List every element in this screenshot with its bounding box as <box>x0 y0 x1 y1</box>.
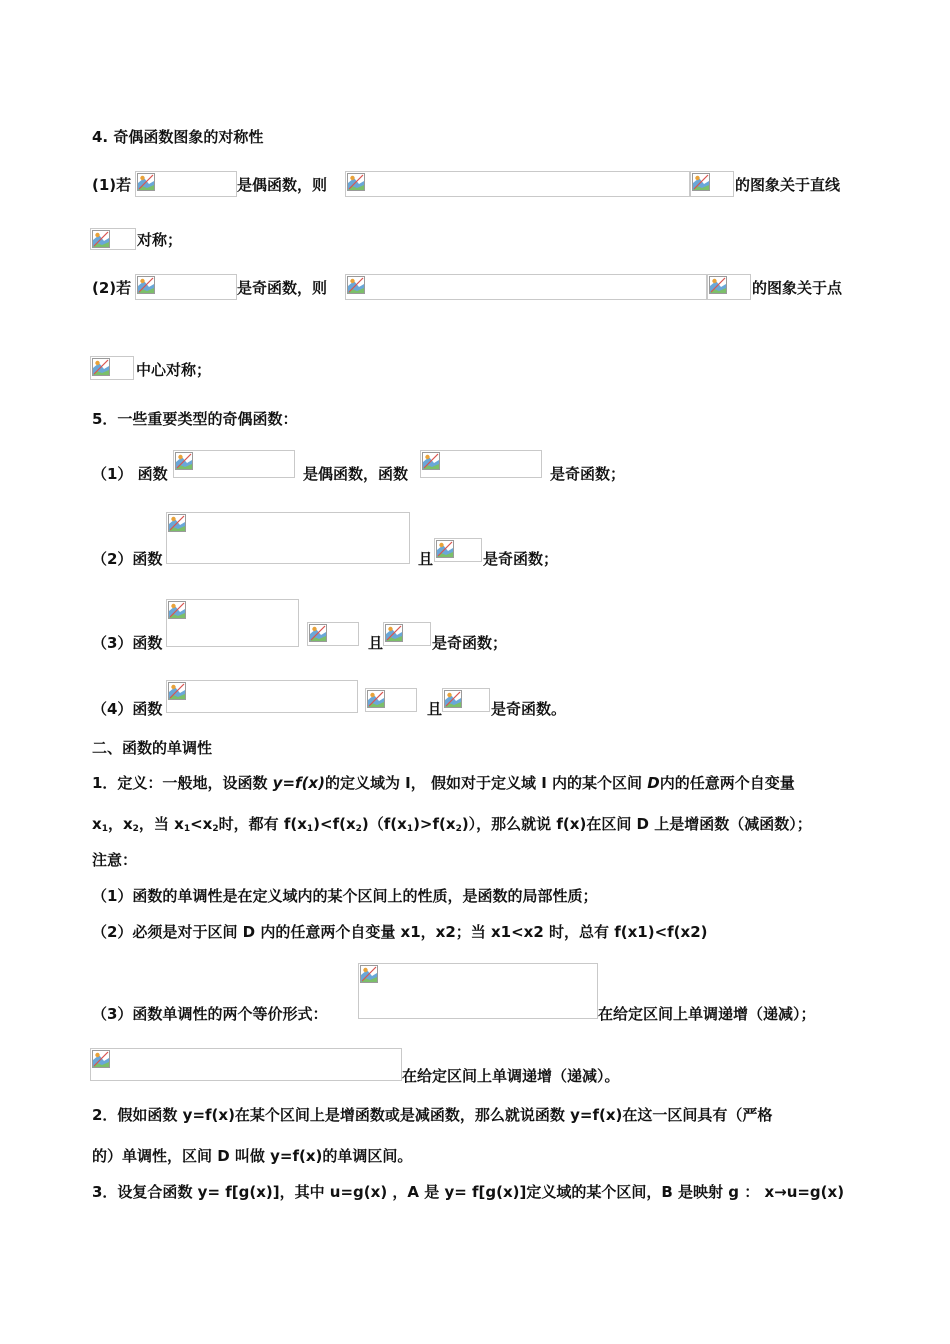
broken-image-icon <box>168 601 186 619</box>
formula-image-placeholder <box>135 171 237 197</box>
sec4-p2-suffix: 的图象关于点 <box>752 279 843 297</box>
formula-image-placeholder <box>166 680 358 713</box>
sec4-p2-mid: 是奇函数，则 <box>237 279 328 297</box>
sec4-p2-prefix: (2)若 <box>92 279 132 297</box>
sec5-item2-prefix: （2）函数 <box>92 550 163 568</box>
formula-image-placeholder <box>166 512 410 564</box>
point-2-line-2: 的）单调性，区间 D 叫做 y=f(x)的单调区间。 <box>92 1147 413 1165</box>
sec5-item3-prefix: （3）函数 <box>92 634 163 652</box>
formula-image-placeholder <box>345 274 707 300</box>
broken-image-icon <box>309 624 327 642</box>
broken-image-icon <box>360 965 378 983</box>
sec5-item1-prefix: （1） 函数 <box>92 465 168 483</box>
sec4-p1-suffix: 的图象关于直线 <box>735 176 841 194</box>
broken-image-icon <box>168 514 186 532</box>
section-4-title: 4. 奇偶函数图象的对称性 <box>92 128 264 146</box>
broken-image-icon <box>137 276 155 294</box>
formula-image-placeholder <box>345 171 690 197</box>
formula-image-placeholder <box>434 538 482 562</box>
broken-image-icon <box>385 624 403 642</box>
note-3-prefix: （3）函数单调性的两个等价形式： <box>92 1005 328 1023</box>
sec5-item2-and: 且 <box>418 550 434 568</box>
sec4-p2-end: 中心对称； <box>136 361 212 379</box>
broken-image-icon <box>692 173 710 191</box>
definition-line-2: $x_1$，$x_2$，当 $x_1<x_2$时，都有 $f(x_1)<f(x_2)(f(x_1)>f(x_2))$，那么就说 f(x)在区间 D 上是增函数（减函数）； <box>92 815 812 834</box>
part2-heading: 二、函数的单调性 <box>92 739 213 757</box>
broken-image-icon <box>92 1050 110 1068</box>
sec5-item4-and: 且 <box>427 700 443 718</box>
formula-image-placeholder <box>90 1048 402 1081</box>
sec4-p1-mid: 是偶函数，则 <box>237 176 328 194</box>
broken-image-icon <box>92 230 110 248</box>
formula-image-placeholder <box>365 688 417 712</box>
broken-image-icon <box>175 452 193 470</box>
broken-image-icon <box>347 276 365 294</box>
sec5-item4-prefix: （4）函数 <box>92 700 163 718</box>
formula-image-placeholder <box>358 963 598 1019</box>
formula-image-placeholder <box>135 274 237 300</box>
point-3-line-1: 3．设复合函数 y= f[g(x)]，其中 u=g(x) ，A 是 y= f[g(x)]定义域的某个区间，B 是映射 g ： x→u=g(x) <box>92 1183 845 1201</box>
formula-image-placeholder <box>383 622 431 646</box>
formula-image-placeholder <box>690 171 734 197</box>
sec5-item3-suffix: 是奇函数； <box>432 634 508 652</box>
sec5-item1-mid: 是偶函数，函数 <box>303 465 409 483</box>
point-2-line-1: 2．假如函数 y=f(x)在某个区间上是增函数或是减函数，那么就说函数 y=f(x)在这一区间具有（严格 <box>92 1106 773 1124</box>
broken-image-icon <box>137 173 155 191</box>
note-2: （2）必须是对于区间 D 内的任意两个自变量 x1，x2；当 x1<x2 时，总有 f(x1)<f(x2) <box>92 923 708 941</box>
formula-image-placeholder <box>173 450 295 478</box>
broken-image-icon <box>92 358 110 376</box>
sec5-item2-suffix: 是奇函数； <box>483 550 559 568</box>
broken-image-icon <box>168 682 186 700</box>
definition-line-1: 1．定义：一般地，设函数 y=f(x)的定义域为 I， 假如对于定义域 I 内的某个区间 D内的任意两个自变量 <box>92 774 795 792</box>
section-5-title: 5．一些重要类型的奇偶函数： <box>92 410 298 428</box>
formula-image-placeholder <box>166 599 299 647</box>
formula-image-placeholder <box>442 688 490 712</box>
note-3-line-2: 在给定区间上单调递增（递减）。 <box>402 1067 620 1085</box>
formula-image-placeholder <box>307 622 359 646</box>
broken-image-icon <box>709 276 727 294</box>
sec5-item3-and: 且 <box>368 634 384 652</box>
formula-image-placeholder <box>90 228 136 250</box>
broken-image-icon <box>436 540 454 558</box>
sec5-item1-suffix: 是奇函数； <box>550 465 626 483</box>
sec5-item4-suffix: 是奇函数。 <box>491 700 567 718</box>
broken-image-icon <box>422 452 440 470</box>
note-label: 注意： <box>92 851 138 869</box>
broken-image-icon <box>444 690 462 708</box>
sec4-p1-prefix: (1)若 <box>92 176 132 194</box>
note-3-suffix: 在给定区间上单调递增（递减）； <box>598 1005 816 1023</box>
formula-image-placeholder <box>90 356 134 380</box>
sec4-p1-end: 对称； <box>137 231 183 249</box>
formula-image-placeholder <box>707 274 751 300</box>
broken-image-icon <box>367 690 385 708</box>
broken-image-icon <box>347 173 365 191</box>
formula-image-placeholder <box>420 450 542 478</box>
note-1: （1）函数的单调性是在定义域内的某个区间上的性质，是函数的局部性质； <box>92 887 598 905</box>
